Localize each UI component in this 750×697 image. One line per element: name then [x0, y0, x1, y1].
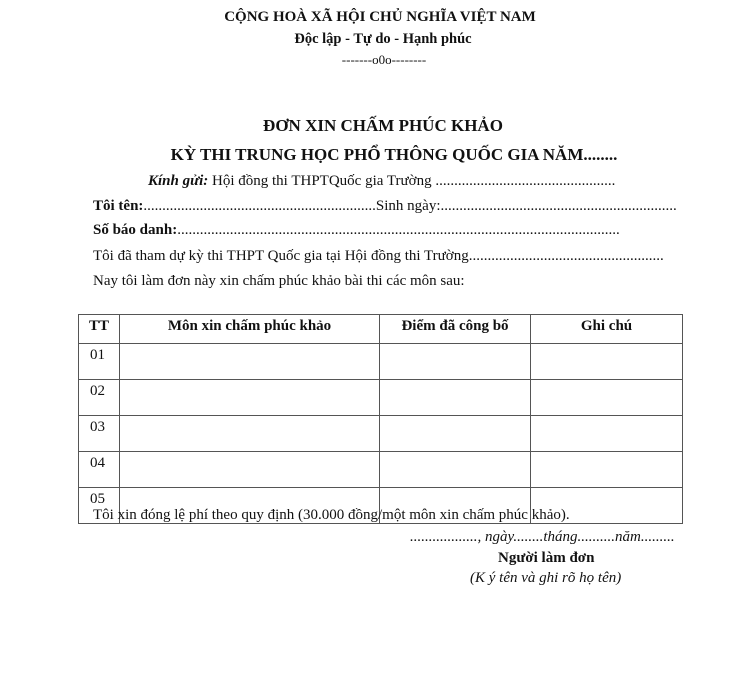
- motto-heading: Độc lập - Tự do - Hạnh phúc: [294, 31, 472, 47]
- row-number: 02: [79, 380, 120, 416]
- subject-cell: [120, 380, 380, 416]
- name-line: [93, 198, 677, 215]
- greeting-label: Kính gửi:: [148, 173, 209, 189]
- header-subject: Môn xin chấm phúc khảo: [120, 315, 380, 344]
- header-note: Ghi chú: [531, 315, 683, 344]
- exam-line: Tôi đã tham dự kỳ thi THPT Quốc gia tại Hội đồng thi Trường....................................................: [93, 248, 664, 264]
- row-number: 01: [79, 344, 120, 380]
- sbd-dots: ......................................................................................................................: [177, 222, 620, 238]
- subject-cell: [120, 344, 380, 380]
- note-cell: [531, 344, 683, 380]
- birth-label: Sinh ngày:: [375, 198, 441, 214]
- table-row: [79, 344, 683, 380]
- score-cell: [380, 416, 531, 452]
- header-tt: TT: [79, 315, 120, 344]
- score-cell: [380, 380, 531, 416]
- table-row: [79, 416, 683, 452]
- header-score: Điểm đã công bố: [380, 315, 531, 344]
- row-number: 05: [79, 488, 120, 524]
- greeting-line: [148, 173, 615, 190]
- table-row: [79, 380, 683, 416]
- table-row: [79, 452, 683, 488]
- subject-cell: [120, 452, 380, 488]
- signature-note: (K ý tên và ghi rõ họ tên): [470, 570, 622, 586]
- header-separator: -------o0o--------: [341, 52, 427, 67]
- greeting-text: Hội đồng thi THPTQuốc gia Trường ................................................: [208, 173, 616, 189]
- note-cell: [531, 380, 683, 416]
- subject-cell: [120, 416, 380, 452]
- sbd-line: [93, 222, 620, 239]
- note-cell: [531, 416, 683, 452]
- score-cell: [380, 344, 531, 380]
- sbd-label: Số báo danh:: [93, 222, 178, 238]
- note-cell: [531, 452, 683, 488]
- document-subtitle: KỲ THI TRUNG HỌC PHỔ THÔNG QUỐC GIA NĂM........: [170, 145, 618, 164]
- row-number: 04: [79, 452, 120, 488]
- name-label: Tôi tên:: [93, 198, 144, 214]
- country-heading: CỘNG HOÀ XÃ HỘI CHỦ NGHĨA VIỆT NAM: [224, 9, 536, 25]
- request-line: Nay tôi làm đơn này xin chấm phúc khảo bài thi các môn sau:: [93, 273, 465, 289]
- document-title: ĐƠN XIN CHẤM PHÚC KHẢO: [263, 116, 503, 135]
- score-cell: [380, 452, 531, 488]
- name-dots: ..............................................................: [143, 198, 376, 214]
- signer-label: Người làm đơn: [498, 550, 595, 566]
- fee-line: Tôi xin đóng lệ phí theo quy định (30.000 đồng/một môn xin chấm phúc khảo).: [93, 507, 570, 523]
- date-line: .................., ngày........tháng..........năm.........: [410, 529, 675, 545]
- birth-dots: ...............................................................: [440, 198, 677, 214]
- table-header-row: [79, 315, 683, 344]
- row-number: 03: [79, 416, 120, 452]
- subjects-table: [78, 314, 683, 524]
